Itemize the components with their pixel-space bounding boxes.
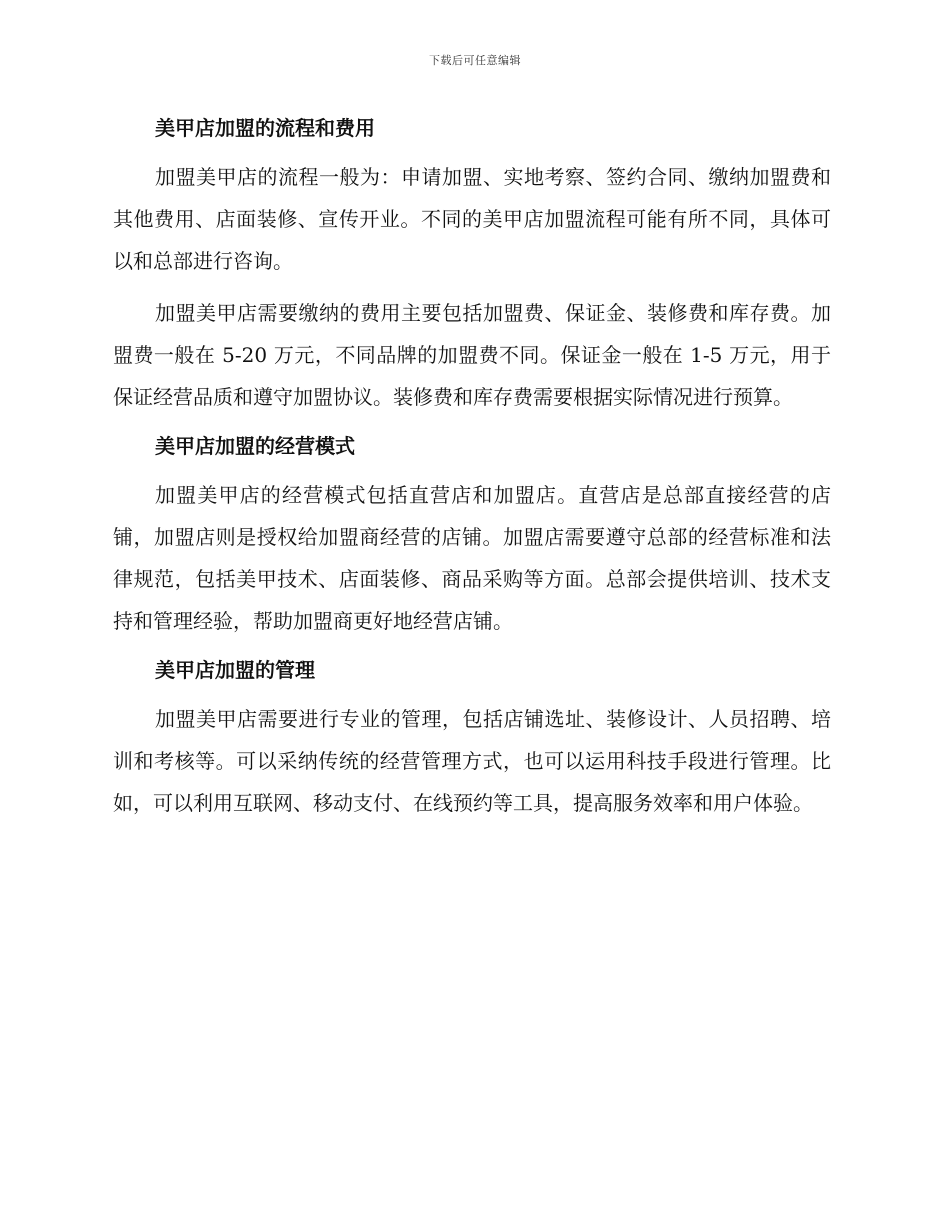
paragraph: 加盟美甲店的经营模式包括直营店和加盟店。直营店是总部直接经营的店铺，加盟店则是授权给加盟商经营的店铺。加盟店需要遵守总部的经营标准和法律规范，包括美甲技术、店面装修、商品采购等方面。总部会提供培训、技术支持和管理经验，帮助加盟商更好地经营店铺。: [113, 483, 831, 633]
header-note: 下载后可任意编辑: [429, 54, 521, 67]
paragraph: 加盟美甲店需要进行专业的管理，包括店铺选址、装修设计、人员招聘、培训和考核等。可以采纳传统的经营管理方式，也可以运用科技手段进行管理。比如，可以利用互联网、移动支付、在线预约等工具，提高服务效率和用户体验。: [113, 707, 831, 815]
paragraph: 加盟美甲店需要缴纳的费用主要包括加盟费、保证金、装修费和库存费。加盟费一般在 5-20 万元，不同品牌的加盟费不同。保证金一般在 1-5 万元，用于保证经营品质和遵守加盟协议。装修费和库存费需要根据实际情况进行预算。: [113, 301, 831, 409]
section-heading: 美甲店加盟的经营模式: [155, 434, 355, 458]
document-body: [113, 110, 831, 824]
paragraph: 加盟美甲店的流程一般为：申请加盟、实地考察、签约合同、缴纳加盟费和其他费用、店面装修、宣传开业。不同的美甲店加盟流程可能有所不同，具体可以和总部进行咨询。: [113, 165, 831, 273]
section-heading: 美甲店加盟的管理: [155, 658, 315, 682]
section-heading: 美甲店加盟的流程和费用: [155, 116, 375, 140]
